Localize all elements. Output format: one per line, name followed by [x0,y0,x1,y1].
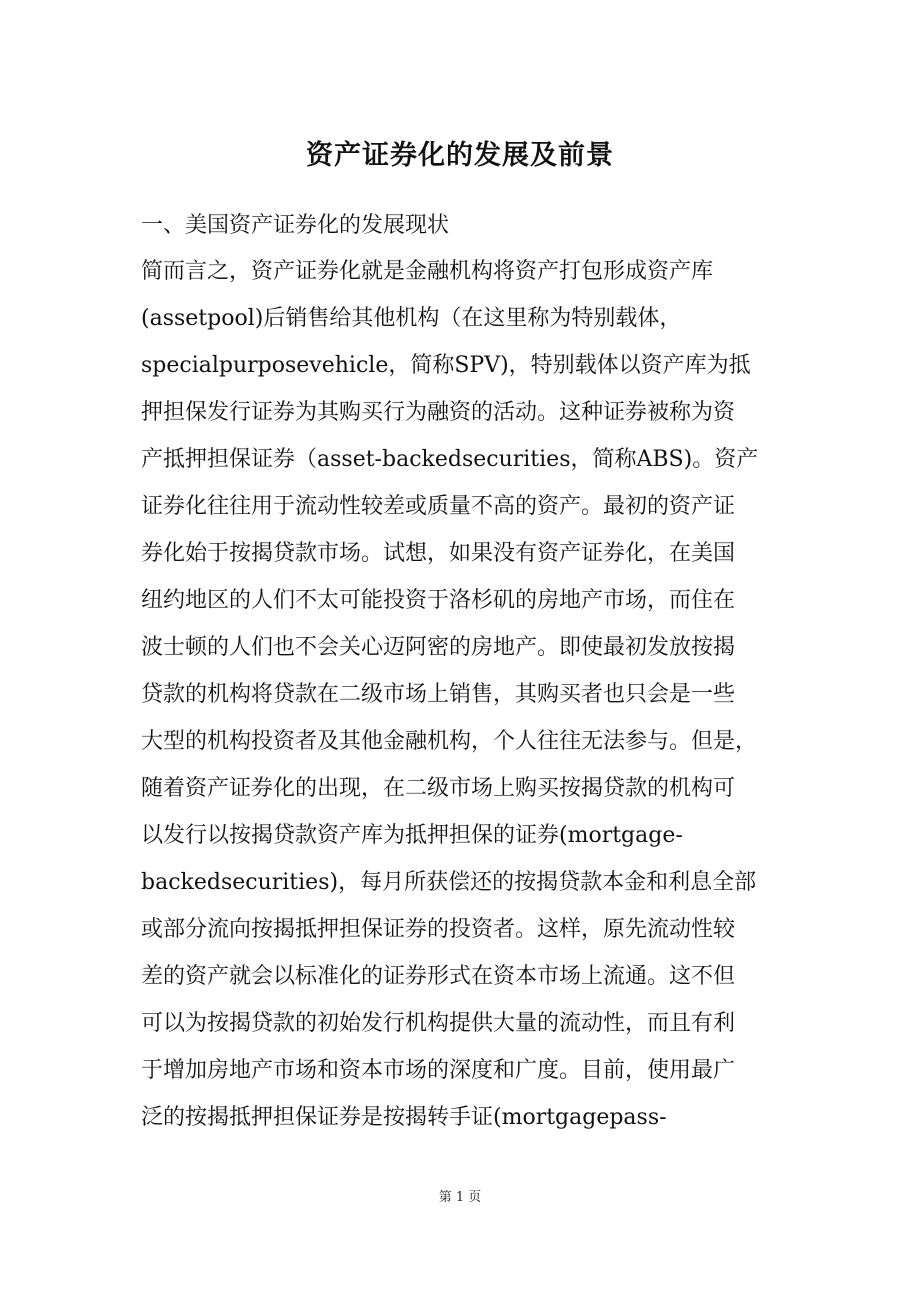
paragraph-line: backedsecurities)，每月所获偿还的按揭贷款本金和利息全部 [141,870,757,895]
paragraph-line: 或部分流向按揭抵押担保证券的投资者。这样，原先流动性较 [141,917,736,942]
section-heading: 一、美国资产证券化的发展现状 [141,213,450,238]
paragraph-line: specialpurposevehicle，简称SPV)，特别载体以资产库为抵 [141,353,751,378]
paragraph-line: 随着资产证券化的出现，在二级市场上购买按揭贷款的机构可 [141,776,736,801]
paragraph-line: 券化始于按揭贷款市场。试想，如果没有资产证券化，在美国 [141,541,736,566]
paragraph-line: 贷款的机构将贷款在二级市场上销售，其购买者也只会是一些 [141,682,736,707]
paragraph-line: 可以为按揭贷款的初始发行机构提供大量的流动性，而且有利 [141,1011,736,1036]
paragraph-line: 大型的机构投资者及其他金融机构，个人往往无法参与。但是， [141,729,758,754]
page-number: 第 1 页 [438,1190,482,1205]
paragraph-line: 波士顿的人们也不会关心迈阿密的房地产。即使最初发放按揭 [141,635,736,660]
paragraph-line: 简而言之，资产证券化就是金融机构将资产打包形成资产库 [141,259,714,284]
paragraph-line: 押担保发行证券为其购买行为融资的活动。这种证券被称为资 [141,400,736,425]
paragraph-line: 纽约地区的人们不太可能投资于洛杉矶的房地产市场，而住在 [141,588,736,613]
paragraph-line: 泛的按揭抵押担保证券是按揭转手证(mortgagepass- [141,1105,667,1130]
paragraph-line: 产抵押担保证券（asset-backedsecurities，简称ABS)。资产 [141,447,759,472]
document-title: 资产证券化的发展及前景 [306,140,614,171]
paragraph-line: 于增加房地产市场和资本市场的深度和广度。目前，使用最广 [141,1058,736,1083]
paragraph-line: 证券化往往用于流动性较差或质量不高的资产。最初的资产证 [141,494,736,519]
paragraph-line: 以发行以按揭贷款资产库为抵押担保的证券(mortgage- [141,823,683,848]
paragraph-line: (assetpool)后销售给其他机构（在这里称为特别载体， [141,306,682,331]
paragraph-line: 差的资产就会以标准化的证券形式在资本市场上流通。这不但 [141,964,736,989]
